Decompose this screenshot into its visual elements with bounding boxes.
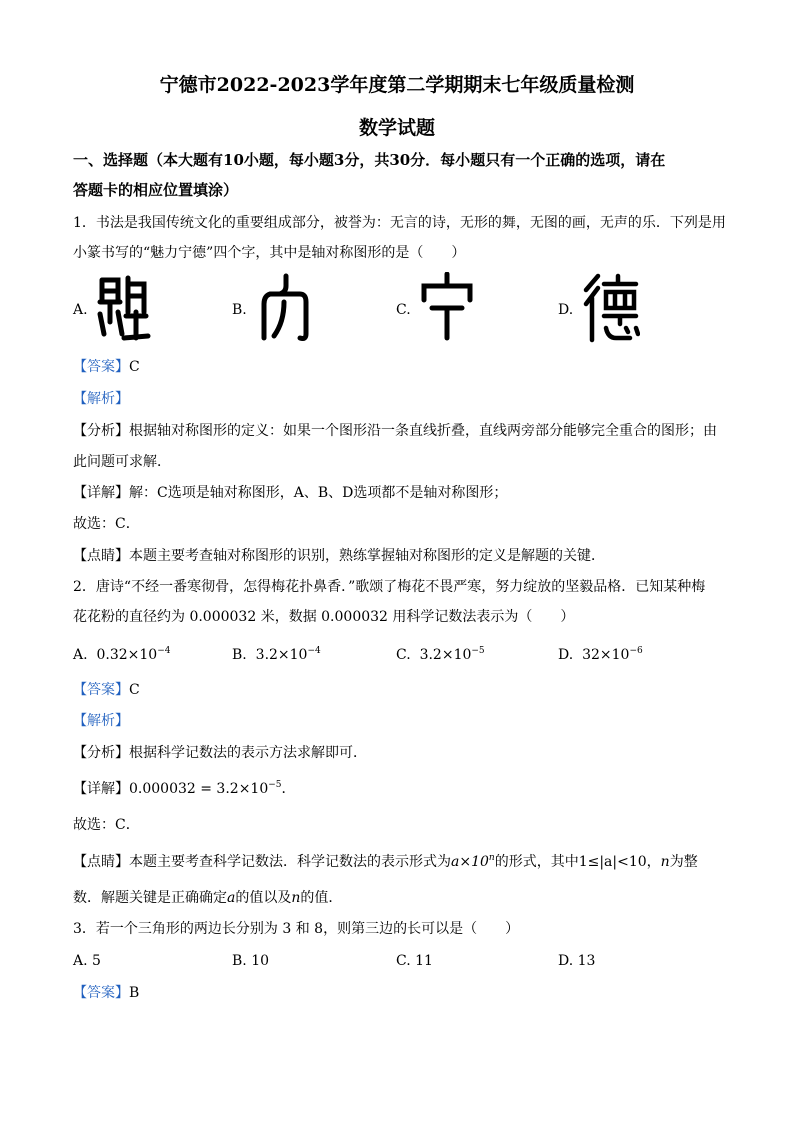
q2-option-b-base: 3.2×10 bbox=[255, 647, 308, 663]
q3-option-a-label: A. bbox=[73, 953, 88, 969]
q2-option-b-exp: −4 bbox=[307, 646, 321, 656]
q2-fenxi-text: 根据科学记数法的表示方法求解即可． bbox=[129, 745, 367, 761]
q2-dianjing2-var-a: a bbox=[227, 890, 236, 906]
page-title: 宁德市2022-2023学年度第二学期期末七年级质量检测 bbox=[159, 74, 635, 96]
q1-stem-line2: 小篆书写的“魅力宁德”四个字，其中是轴对称图形的是（ ） bbox=[73, 245, 466, 261]
page-subtitle: 数学试题 bbox=[358, 117, 435, 139]
q1-option-a-seal-glyph bbox=[96, 272, 152, 342]
q1-stem-line1: 1．书法是我国传统文化的重要组成部分，被誉为：无言的诗，无形的舞，无图的画，无声的乐．下列是用 bbox=[73, 215, 726, 231]
q2-dianjing2-var-n: n bbox=[291, 890, 301, 906]
q1-option-c-seal-glyph bbox=[418, 272, 476, 342]
seal-de-icon bbox=[582, 272, 640, 344]
q2-option-c-label: C. bbox=[396, 647, 411, 663]
q2-stem-line2: 花花粉的直径约为 0.000032 米，数据 0.000032 用科学记数法表示为（ ） bbox=[73, 609, 575, 625]
detail-tag: 【详解】 bbox=[73, 781, 129, 797]
q2-detail-end: ． bbox=[281, 781, 296, 797]
q2-option-c-base: 3.2×10 bbox=[419, 647, 472, 663]
q2-dianjing-text-b: 的形式，其中1≤|a|<10， bbox=[494, 854, 661, 870]
q3-answer bbox=[73, 983, 139, 1003]
q1-option-d-seal-glyph bbox=[582, 272, 640, 344]
q3-option-c bbox=[396, 951, 433, 971]
q2-dianjing2-text-b: 的值以及 bbox=[235, 890, 292, 906]
q2-dianjing-formula: a×10 bbox=[451, 854, 489, 870]
q2-answer bbox=[73, 680, 140, 700]
q2-dianjing-line1 bbox=[73, 852, 698, 872]
answer-tag: 【答案】 bbox=[73, 359, 129, 375]
q2-dianjing-exp: n bbox=[488, 853, 495, 863]
q2-option-b bbox=[232, 645, 321, 665]
q1-option-b-label: B. bbox=[232, 302, 247, 318]
q3-option-c-value: 11 bbox=[415, 953, 433, 969]
detail-tag: 【详解】 bbox=[73, 485, 129, 501]
q1-choose: 故选：C． bbox=[73, 516, 140, 532]
q2-option-a-base: 0.32×10 bbox=[96, 647, 158, 663]
q2-dianjing2-text-c: 的值． bbox=[300, 890, 343, 906]
q3-option-b-label: B. bbox=[232, 953, 247, 969]
q2-option-d bbox=[558, 645, 643, 665]
q1-fenxi-line2: 此问题可求解． bbox=[73, 454, 171, 470]
answer-tag: 【答案】 bbox=[73, 985, 129, 1001]
q1-answer-value: C bbox=[129, 359, 140, 375]
q2-option-d-base: 32×10 bbox=[582, 647, 630, 663]
q2-answer-value: C bbox=[129, 682, 140, 698]
q1-dianjing-text: 本题主要考查轴对称图形的识别，熟练掌握轴对称图形的定义是解题的关键． bbox=[129, 548, 605, 564]
q1-answer bbox=[73, 357, 140, 377]
q1-dianjing bbox=[73, 546, 605, 566]
q3-option-d-value: 13 bbox=[577, 953, 596, 969]
q1-option-c-label: C. bbox=[396, 302, 411, 318]
q2-option-a-label: A. bbox=[73, 647, 88, 663]
q2-option-a bbox=[73, 645, 170, 665]
q2-dianjing-text-c: 为整 bbox=[669, 854, 698, 870]
q3-option-b-value: 10 bbox=[251, 953, 270, 969]
q2-dianjing-line2 bbox=[73, 888, 342, 908]
answer-tag: 【答案】 bbox=[73, 682, 129, 698]
q3-option-d bbox=[558, 951, 595, 971]
q2-detail bbox=[73, 779, 296, 799]
q2-fenxi bbox=[73, 743, 367, 763]
seal-ning-icon bbox=[418, 272, 476, 342]
q3-option-a-value: 5 bbox=[92, 953, 101, 969]
q2-option-c-exp: −5 bbox=[471, 646, 485, 656]
q2-analysis-heading bbox=[73, 711, 129, 731]
q1-detail-text: 解：C选项是轴对称图形，A、B、D选项都不是轴对称图形； bbox=[129, 485, 508, 501]
q2-option-d-label: D. bbox=[558, 647, 574, 663]
q2-choose: 故选：C． bbox=[73, 817, 140, 833]
dianjing-tag: 【点睛】 bbox=[73, 854, 129, 870]
q2-dianjing-n: n bbox=[660, 854, 670, 870]
q2-dianjing2-text-a: 数．解题关键是正确确定 bbox=[73, 890, 227, 906]
q1-fenxi-text: 根据轴对称图形的定义：如果一个图形沿一条直线折叠，直线两旁部分能够完全重合的图形；由 bbox=[129, 423, 717, 439]
analysis-tag: 【解析】 bbox=[73, 713, 129, 729]
q2-option-a-exp: −4 bbox=[157, 646, 171, 656]
q1-option-a-label: A. bbox=[73, 302, 88, 318]
q3-option-c-label: C. bbox=[396, 953, 411, 969]
section-heading-line1: 一、选择题（本大题有10小题，每小题3分，共30分．每小题只有一个正确的选项，请在 bbox=[73, 151, 666, 169]
q2-stem-line1: 2．唐诗“不经一番寒彻骨，怎得梅花扑鼻香．”歌颂了梅花不畏严寒，努力绽放的坚毅品格．已知某种梅 bbox=[73, 579, 706, 595]
q3-option-d-label: D. bbox=[558, 953, 574, 969]
q1-option-b-seal-glyph bbox=[256, 272, 312, 342]
fenxi-tag: 【分析】 bbox=[73, 745, 129, 761]
q3-option-b bbox=[232, 951, 269, 971]
q1-detail bbox=[73, 483, 507, 503]
q1-option-d-label: D. bbox=[558, 302, 574, 318]
q2-detail-base: 0.000032 = 3.2×10 bbox=[129, 781, 269, 797]
seal-mei-icon bbox=[96, 272, 152, 342]
analysis-tag: 【解析】 bbox=[73, 391, 129, 407]
fenxi-tag: 【分析】 bbox=[73, 423, 129, 439]
q2-option-d-exp: −6 bbox=[629, 646, 643, 656]
q1-analysis-heading bbox=[73, 389, 129, 409]
q1-fenxi-line1 bbox=[73, 421, 717, 441]
section-heading-line2: 答题卡的相应位置填涂） bbox=[73, 181, 239, 199]
seal-li-icon bbox=[256, 272, 312, 342]
q2-dianjing-text-a: 本题主要考查科学记数法．科学记数法的表示形式为 bbox=[129, 854, 451, 870]
q2-option-c bbox=[396, 645, 485, 665]
q2-option-b-label: B. bbox=[232, 647, 247, 663]
q3-option-a bbox=[73, 951, 101, 971]
q2-detail-exp: −5 bbox=[268, 780, 282, 790]
q3-stem: 3．若一个三角形的两边长分别为 3 和 8，则第三边的长可以是（ ） bbox=[73, 921, 520, 937]
q3-answer-value: B bbox=[129, 985, 140, 1001]
dianjing-tag: 【点睛】 bbox=[73, 548, 129, 564]
